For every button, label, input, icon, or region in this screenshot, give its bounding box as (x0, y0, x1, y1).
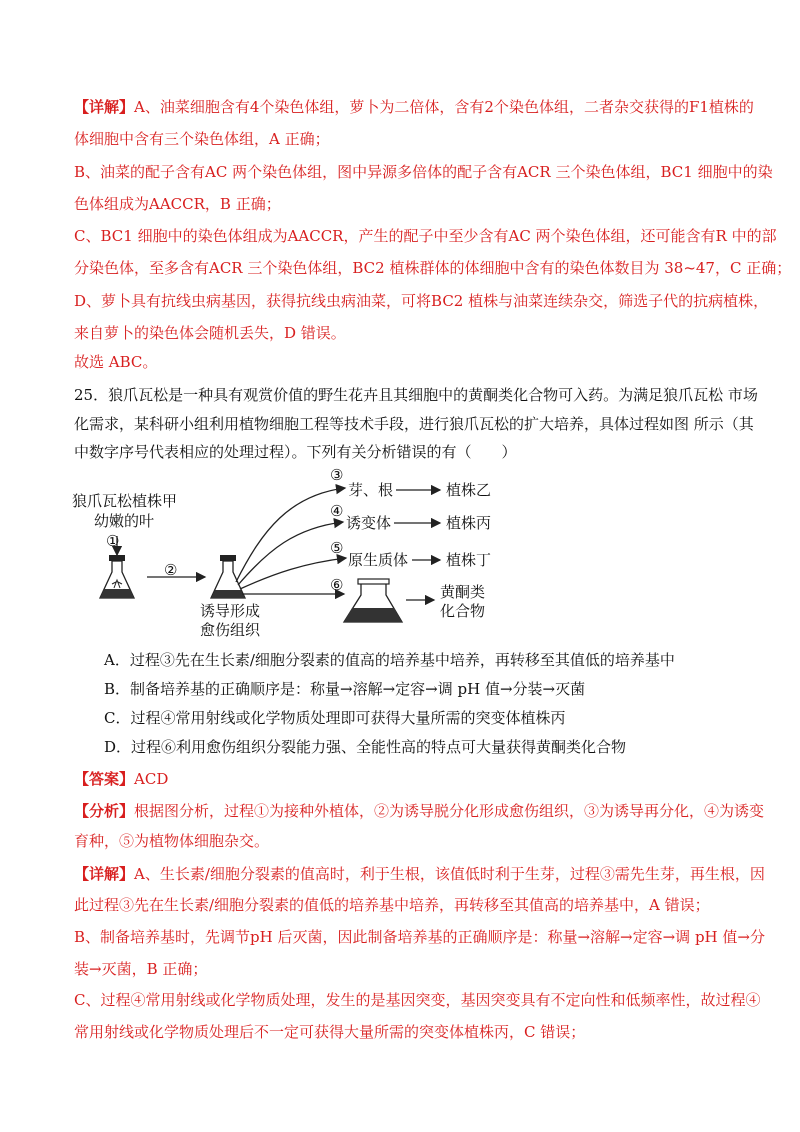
option-d: D．过程⑥利用愈伤组织分裂能力强、全能性高的特点可大量获得黄酮类化合物 (104, 738, 627, 756)
protoplast-label: 原生质体 (348, 551, 409, 569)
prev-detail-line-7: D、萝卜具有抗线虫病基因，获得抗线虫病油菜，可将BC2 植株与油菜连续杂交，筛选子代的抗病植株， (74, 292, 769, 310)
prev-conclusion: 故选 ABC。 (74, 353, 158, 371)
detail-tag: 【详解】 (74, 98, 135, 116)
detail-line-5: C、过程④常用射线或化学物质处理，发生的是基因突变，基因突变具有不定向性和低频率性，故过程④ (74, 991, 761, 1009)
prev-detail-line-3: B、油菜的配子含有AC 两个染色体组，图中异源多倍体的配子含有ACR 三个染色体组，BC1 细胞中的染 (74, 163, 773, 181)
analysis-line-2: 育种，⑤为植物体细胞杂交。 (74, 832, 270, 850)
step-6-label: ⑥ (330, 576, 344, 594)
source-leaf-label: 幼嫩的叶 (94, 512, 155, 530)
plant-ding-label: 植株丁 (446, 551, 492, 569)
detail-tag-2: 【详解】 (74, 865, 135, 883)
answer-value: ACD (134, 770, 169, 788)
prev-detail-line-5: C、BC1 细胞中的染色体组成为AACCR，产生的配子中至少含有AC 两个染色体组，还可能含有R 中的部 (74, 227, 777, 245)
detail-line-6: 常用射线或化学物质处理后不一定可获得大量所需的突变体植株丙，C 错误； (74, 1023, 586, 1041)
analysis-tag: 【分析】 (74, 802, 135, 820)
detail-line-1: 【详解】A、生长素/细胞分裂素的值高时，利于生根，该值低时利于生芽，过程③需先生芽，再生根，因 (74, 865, 765, 883)
source-plant-label: 狼爪瓦松植株甲 (72, 492, 178, 510)
arrow-step4 (238, 522, 343, 585)
callus-label-1: 诱导形成 (200, 602, 261, 620)
prev-detail-line-1: 【详解】A、油菜细胞含有4个染色体组，萝卜为二倍体，含有2个染色体组，二者杂交获得的F1植株的 (74, 98, 754, 116)
analysis-line-1: 【分析】根据图分析，过程①为接种外植体，②为诱导脱分化形成愈伤组织，③为诱导再分化，④为诱变 (74, 802, 765, 820)
question-line-2: 化需求，某科研小组利用植物细胞工程等技术手段，进行狼爪瓦松的扩大培养，具体过程如图 所示（其 (74, 415, 754, 433)
mutant-label: 诱变体 (346, 514, 392, 532)
prev-detail-line-4: 色体组成为AACCR，B 正确； (74, 195, 281, 213)
detail-line-3: B、制备培养基时，先调节pH 后灭菌，因此制备培养基的正确顺序是：称量→溶解→定容→调 pH 值→分 (74, 928, 765, 946)
detail-line-2: 此过程③先在生长素/细胞分裂素的值低的培养基中培养，再转移至其值高的培养基中，A 错误； (74, 896, 710, 914)
prev-detail-line-2: 体细胞中含有三个染色体组，A 正确； (74, 130, 330, 148)
step-2-label: ② (164, 561, 178, 579)
step-1-label: ① (106, 532, 120, 550)
detail-line-4: 装→灭菌，B 正确； (74, 960, 208, 978)
plant-bing-label: 植株丙 (446, 514, 492, 532)
flask-1-icon (100, 555, 134, 598)
option-a: A．过程③先在生长素/细胞分裂素的值高的培养基中培养，再转移至其值低的培养基中 (104, 651, 675, 669)
bud-root-label: 芽、根 (348, 481, 394, 499)
option-b: B．制备培养基的正确顺序是：称量→溶解→定容→调 pH 值→分装→灭菌 (104, 680, 586, 698)
question-line-1: 25．狼爪瓦松是一种具有观赏价值的野生花卉且其细胞中的黄酮类化合物可入药。为满足狼爪瓦松 市场 (74, 386, 758, 404)
question-line-3: 中数字序号代表相应的处理过程）。下列有关分析错误的有（ ） (74, 443, 517, 461)
flavonoid-label-2: 化合物 (440, 602, 486, 620)
arrow-step3 (236, 488, 345, 582)
step-4-label: ④ (330, 502, 344, 520)
flask-2-icon (211, 555, 245, 598)
option-c: C．过程④常用射线或化学物质处理即可获得大量所需的突变体植株丙 (104, 709, 566, 727)
answer-line (74, 769, 734, 789)
prev-detail-line-8: 来自萝卜的染色体会随机丢失，D 错误。 (74, 324, 346, 342)
flask-3-icon (344, 579, 402, 622)
callus-label-2: 愈伤组织 (200, 621, 261, 639)
prev-detail-line-6: 分染色体，至多含有ACR 三个染色体组，BC2 植株群体的体细胞中含有的染色体数目为 38~47，C 正确； (74, 259, 792, 277)
plant-yi-label: 植株乙 (446, 481, 492, 499)
step-3-label: ③ (330, 466, 344, 484)
answer-tag: 【答案】 (74, 770, 135, 788)
step-5-label: ⑤ (330, 539, 344, 557)
flavonoid-label-1: 黄酮类 (440, 583, 486, 601)
